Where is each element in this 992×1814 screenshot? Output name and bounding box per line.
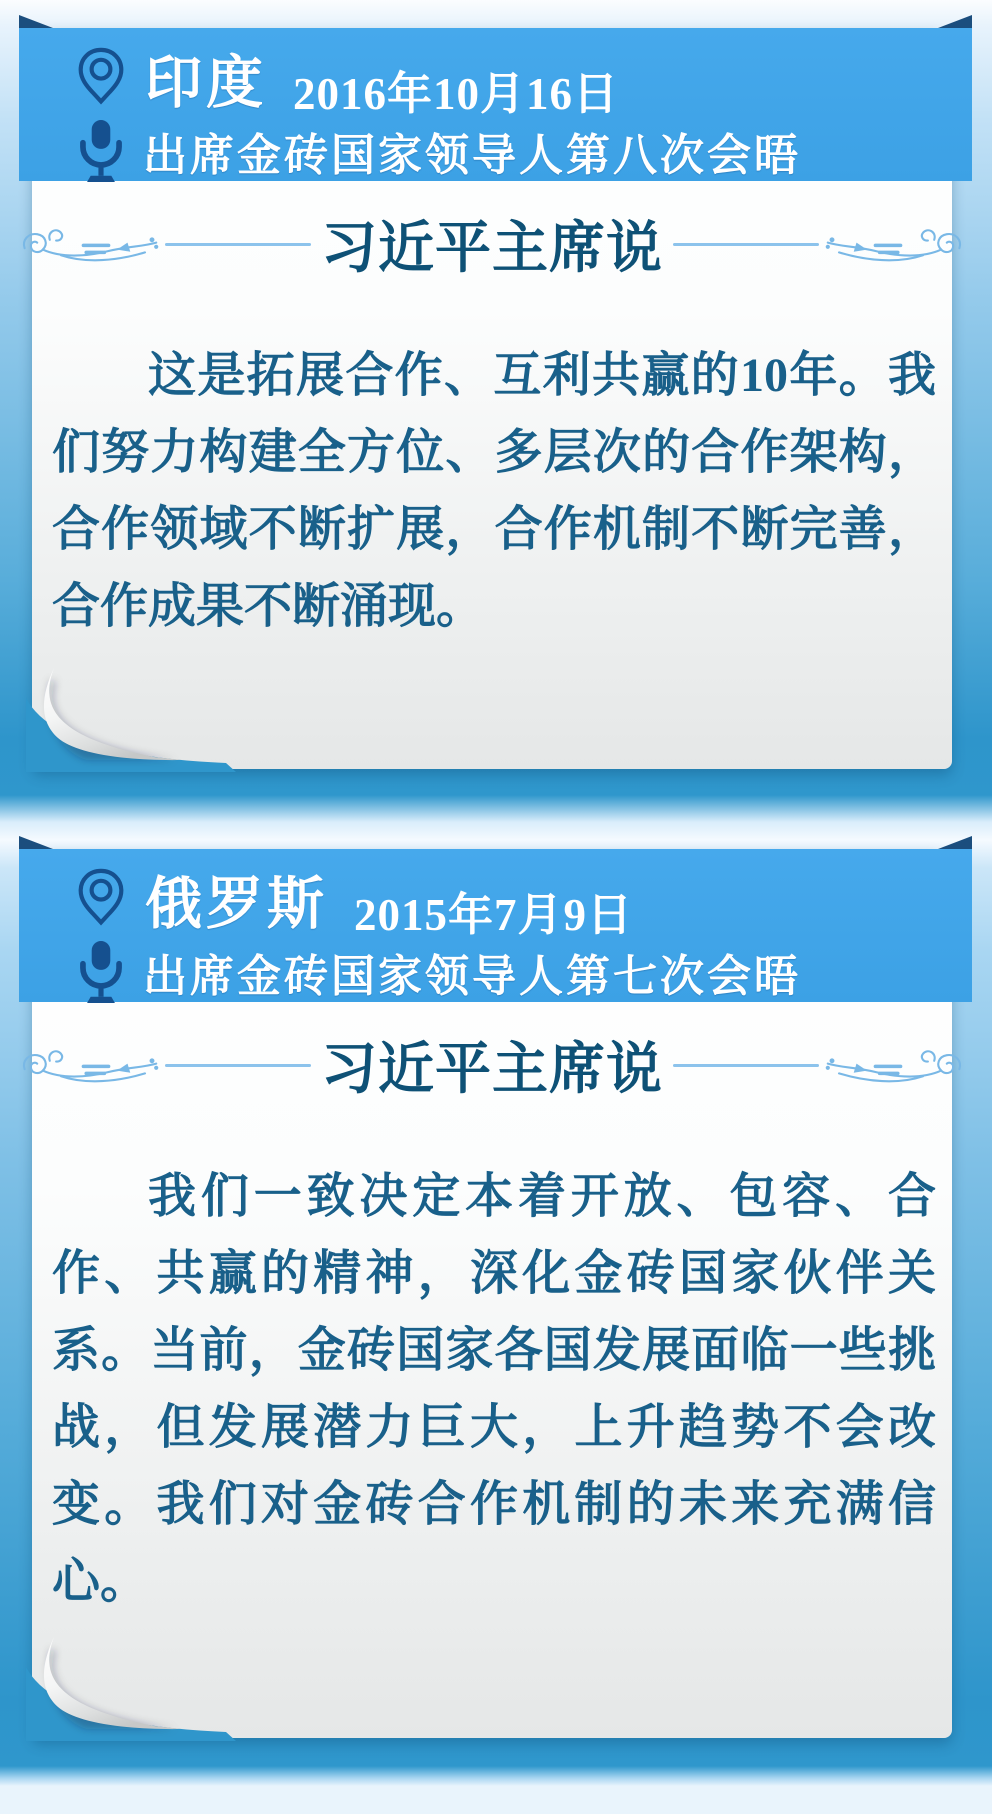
ribbon-fold-right xyxy=(938,836,972,849)
microphone-icon xyxy=(73,940,129,1004)
location-pin-icon xyxy=(73,867,129,931)
microphone-icon xyxy=(73,119,129,183)
scroll-flourish-ornament xyxy=(825,1038,965,1092)
country-label: 俄罗斯 xyxy=(145,873,328,936)
scroll-flourish-ornament xyxy=(825,217,965,271)
ribbon-fold-right xyxy=(938,15,972,28)
page-curl-corner xyxy=(26,1623,236,1741)
location-pin-icon xyxy=(73,46,129,110)
date-label: 2015年7月9日 xyxy=(354,889,634,940)
header-ribbon xyxy=(19,849,972,1002)
title-divider-line xyxy=(165,243,311,246)
ribbon-fold-left xyxy=(19,836,53,849)
title-divider-line xyxy=(673,243,819,246)
scroll-flourish-ornament xyxy=(19,1038,159,1092)
quote-text: 这是拓展合作、互利共赢的10年。我们努力构建全方位、多层次的合作架构，合作领域不断扩展，合作机制不断完善，合作成果不断涌现。 xyxy=(52,349,936,633)
ribbon-location-row xyxy=(19,849,972,941)
event-label: 出席金砖国家领导人第八次会晤 xyxy=(143,130,801,180)
section-title-row xyxy=(32,209,952,279)
quote-card-russia xyxy=(32,849,952,1738)
ribbon-event-row xyxy=(19,941,972,1002)
ribbon-event-row xyxy=(19,120,972,181)
poster-background xyxy=(0,28,992,1814)
section-title-row xyxy=(32,1030,952,1100)
header-ribbon xyxy=(19,28,972,181)
title-divider-line xyxy=(165,1064,311,1067)
quote-text: 我们一致决定本着开放、包容、合作、共赢的精神，深化金砖国家伙伴关系。当前，金砖国家各国发展面临一些挑战，但发展潜力巨大，上升趋势不会改变。我们对金砖合作机制的未来充满信心。 xyxy=(52,1170,936,1608)
section-title: 习近平主席说 xyxy=(321,1039,663,1101)
country-label: 印度 xyxy=(145,52,267,115)
ribbon-fold-left xyxy=(19,15,53,28)
scroll-flourish-ornament xyxy=(19,217,159,271)
page-curl-corner xyxy=(26,654,236,772)
ribbon-location-row xyxy=(19,28,972,120)
quote-card-india xyxy=(32,28,952,769)
event-label: 出席金砖国家领导人第七次会晤 xyxy=(143,951,801,1001)
section-title: 习近平主席说 xyxy=(321,218,663,280)
date-label: 2016年10月16日 xyxy=(293,68,620,119)
title-divider-line xyxy=(673,1064,819,1067)
